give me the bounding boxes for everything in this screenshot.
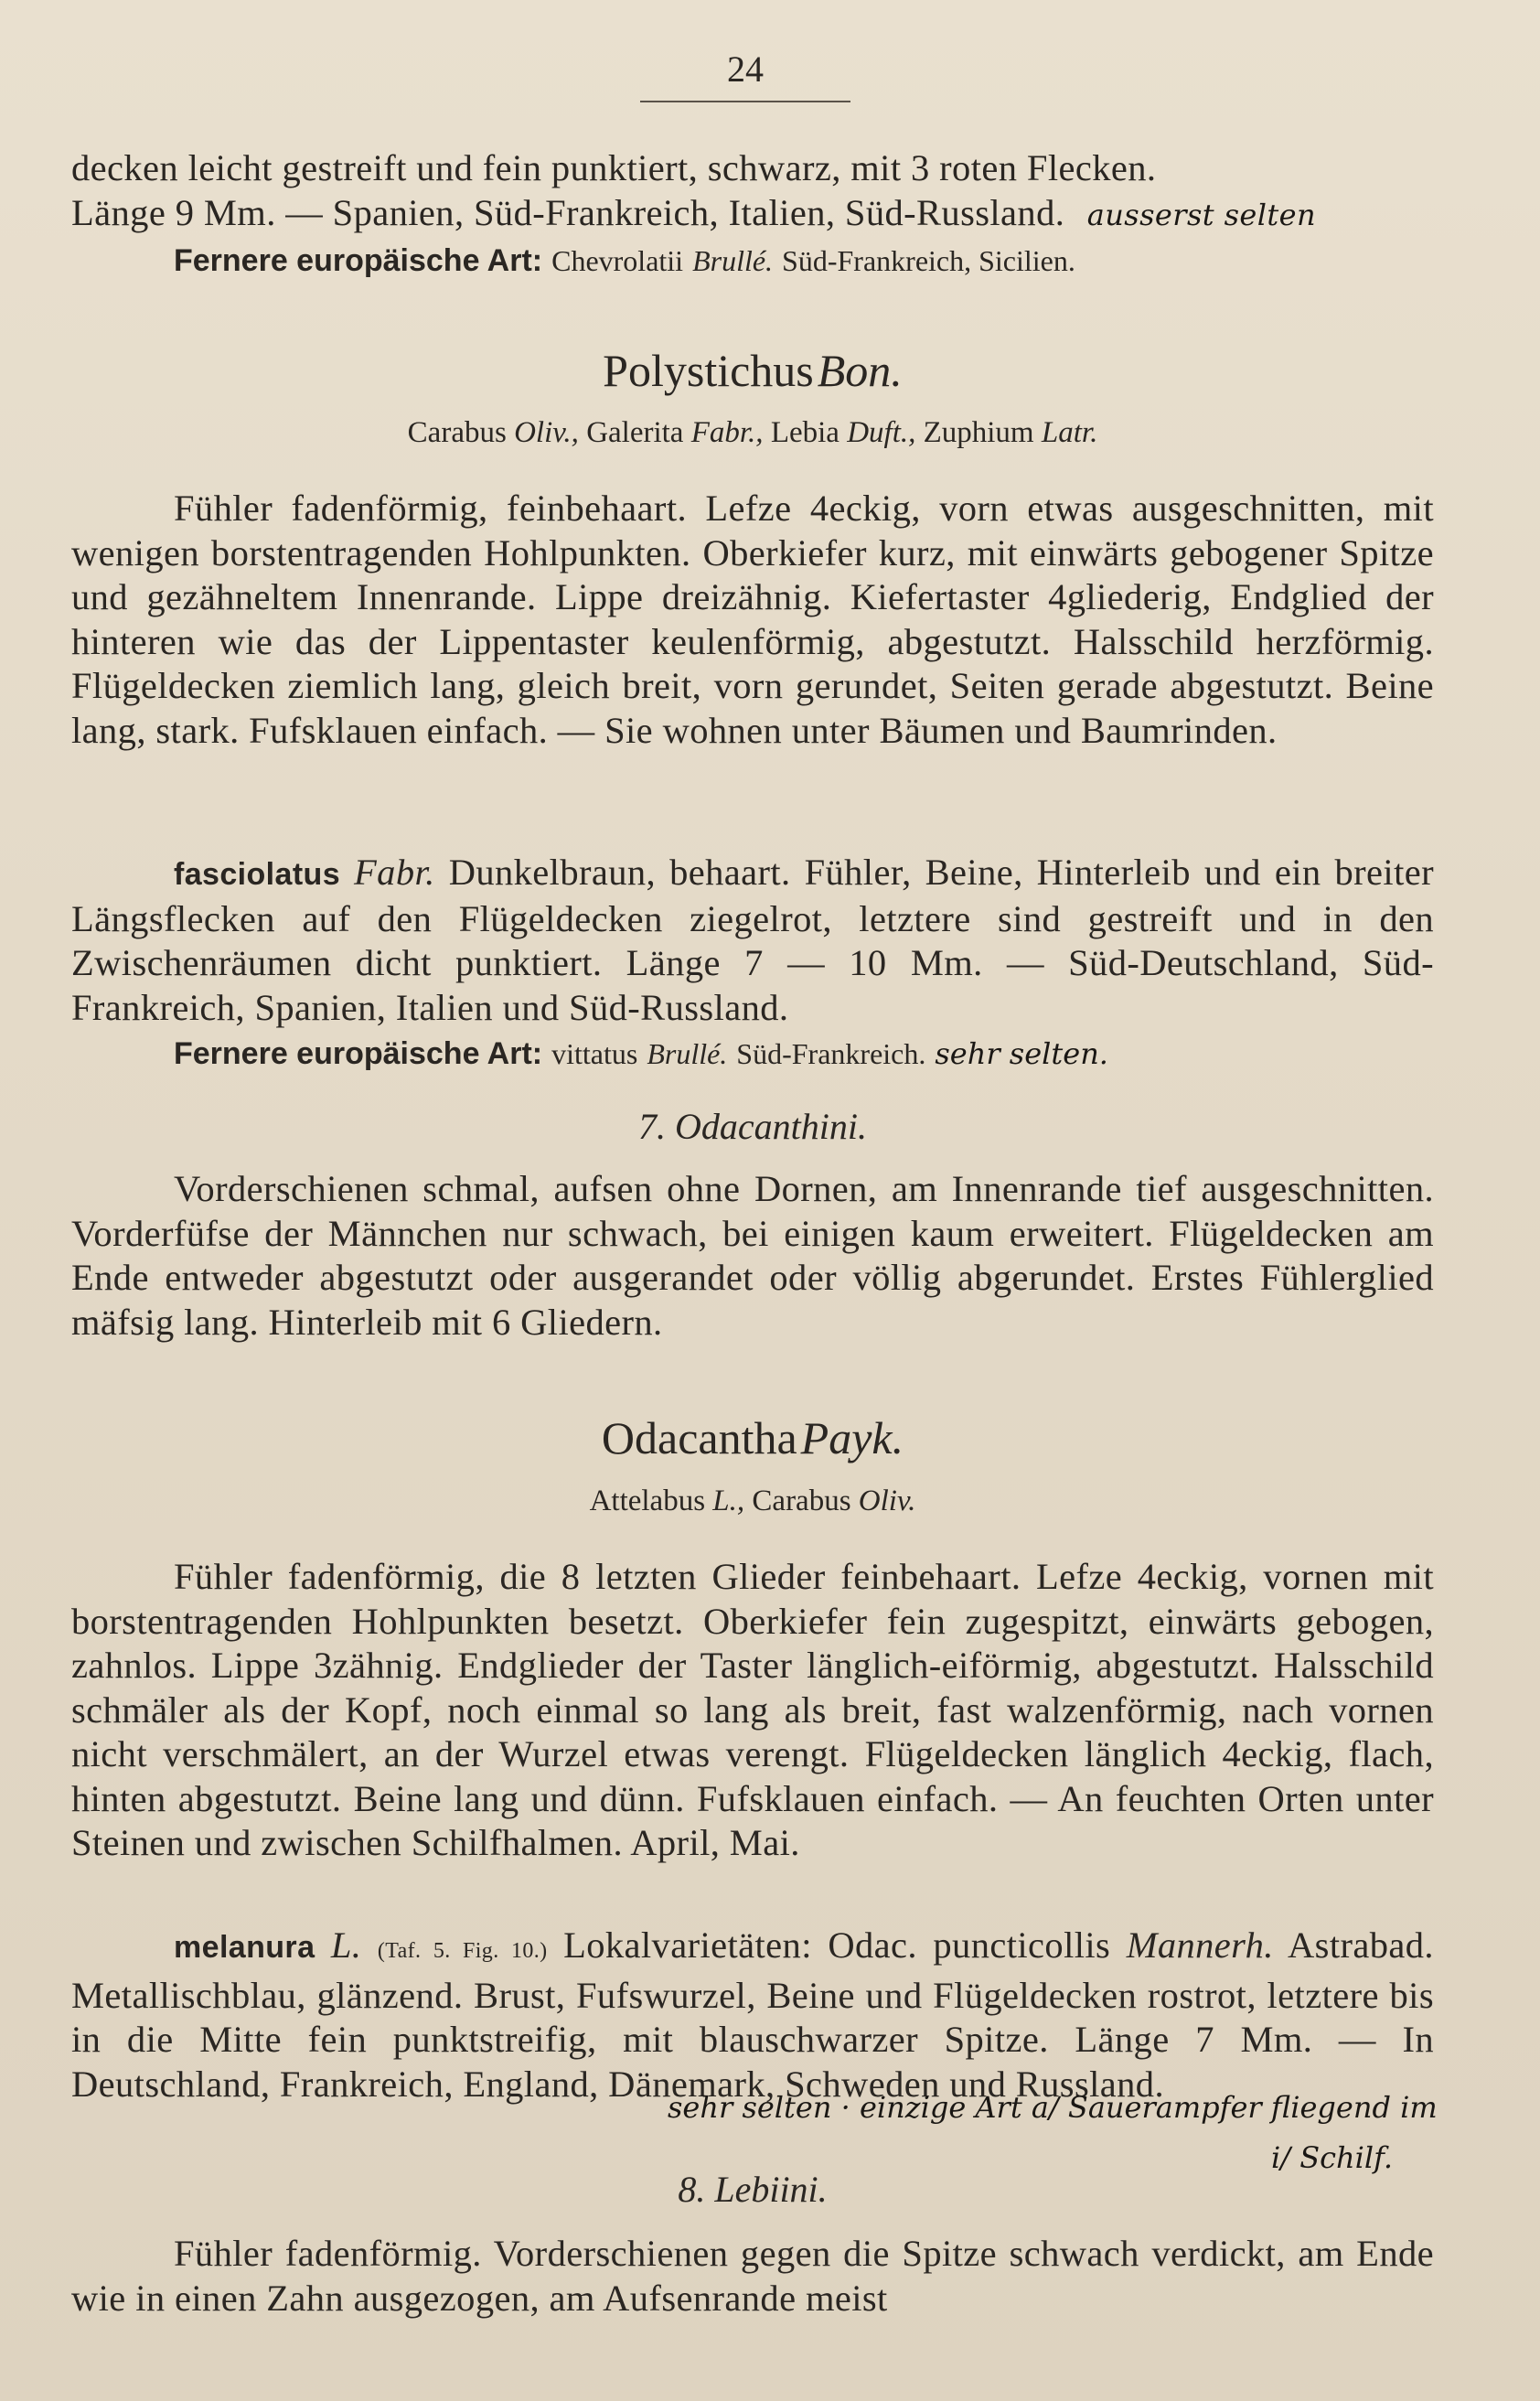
continuation-line-2 <box>71 191 1434 238</box>
species-melanura <box>71 1924 1434 2106</box>
description-paragraph: Vorderschienen schmal, aufsen ohne Dornen, am Innenrande tief ausgeschnitten. Vorderfüfse der Männchen nur schwach, bei einigen kaum erweitert. Flügeldecken am Ende entweder abgestutzt oder ausgerandet oder völlig abgerundet. Erstes Fühlerglied mäfsig lang. Hinterleib mit 6 Gliedern. <box>71 1168 1434 1343</box>
continuation-line-1: decken leicht gestreift und fein punktiert, schwarz, mit 3 roten Flecken. <box>71 147 1157 188</box>
genus-name: Odacantha <box>601 1412 797 1463</box>
synonym-author: Duft., <box>847 416 916 449</box>
further-species-line-1 <box>174 237 1434 283</box>
handwritten-text: i/ Schilf. <box>1271 2140 1393 2175</box>
further-species-label: Fernere europäische Art: <box>174 1036 543 1071</box>
further-species-name: vittatus <box>551 1037 638 1070</box>
species-fasciolatus <box>71 851 1434 1076</box>
genus-author: Payk. <box>800 1412 904 1463</box>
species-name: melanura <box>174 1930 315 1965</box>
continuation-block <box>71 146 1434 283</box>
species-author: Fabr. <box>354 852 435 893</box>
plate-reference: (Taf. 5. Fig. 10.) <box>377 1939 548 1963</box>
synonym: Carabus <box>752 1485 851 1517</box>
synonym-author: Oliv. <box>858 1485 916 1517</box>
section-heading-lebiini: 8. Lebiini. <box>678 2169 828 2210</box>
genus-author: Bon. <box>817 345 903 396</box>
genus-heading-odacantha <box>71 1410 1434 1465</box>
further-species-author: Brullé. <box>647 1037 728 1070</box>
section-description-lebiini <box>71 2232 1434 2321</box>
synonym-author: Fabr., <box>690 416 764 449</box>
handwritten-note-3 <box>668 2090 1445 2125</box>
synonym-author: Latr. <box>1041 416 1098 449</box>
synonym: Carabus <box>407 416 507 449</box>
variety-author: Mannerh. <box>1126 1924 1274 1966</box>
synonym: Galerita <box>586 416 684 449</box>
species-paragraph <box>71 851 1434 1030</box>
genus-description-odacantha <box>71 1555 1434 1866</box>
further-species-region: Süd-Frankreich, Sicilien. <box>782 244 1075 277</box>
further-species-region: Süd-Frankreich. <box>736 1037 926 1070</box>
further-species-name: Chevrolatii <box>551 244 684 277</box>
header-rule <box>640 101 850 102</box>
species-paragraph <box>71 1924 1434 2106</box>
synonym: Lebia <box>770 416 840 449</box>
synonyms-odacantha <box>71 1482 1434 1520</box>
synonym: Zuphium <box>923 416 1034 449</box>
further-species-line-2 <box>174 1030 1434 1076</box>
further-species-author: Brullé. <box>692 244 774 277</box>
continuation-text: Länge 9 Mm. — Spanien, Süd-Frankreich, Italien, Süd-Russland. <box>71 191 1065 233</box>
synonym: Attelabus <box>589 1485 706 1517</box>
handwritten-note-1: ausserst selten <box>1086 197 1316 232</box>
genus-heading-polystichus <box>71 343 1434 398</box>
handwritten-text: sehr selten · einzige Art a/ Sauerampfer fliegend im <box>668 2090 1438 2125</box>
synonym-author: L., <box>712 1485 745 1517</box>
synonym-author: Oliv., <box>514 416 579 449</box>
genus-name: Polystichus <box>603 345 814 396</box>
species-name: fasciolatus <box>174 857 341 892</box>
species-author: L. <box>330 1924 362 1966</box>
page-number: 24 <box>727 48 764 90</box>
local-varieties: Lokalvarietäten: Odac. puncticollis <box>563 1924 1111 1966</box>
description-paragraph: Fühler fadenförmig, die 8 letzten Glieder feinbehaart. Lefze 4eckig, vornen mit borstentragenden Hohlpunkten besetzt. Oberkiefer fein zugespitzt, einwärts gebogen, zahnlos. Lippe 3zähnig. Endglieder der Taster länglich-eiförmig, abgestutzt. Halsschild schmäler als der Kopf, noch einmal so lang als breit, fast walzenförmig, nach vornen nicht verschmälert, an der Wurzel etwas verengt. Flügeldecken länglich 4eckig, flach, hinten abgestutzt. Beine lang und dünn. Fufsklauen einfach. — An feuchten Orten unter Steinen und zwischen Schilfhalmen. April, Mai. <box>71 1556 1434 1863</box>
genus-description-polystichus <box>71 487 1434 753</box>
further-species-label: Fernere europäische Art: <box>174 243 543 278</box>
handwritten-note-2: sehr selten. <box>935 1036 1108 1071</box>
species-text: Dunkelbraun, behaart. Fühler, Beine, Hinterleib und ein breiter Längsflecken auf den Flügeldecken ziegelrot, letztere sind gestreift und in den Zwischenräumen dicht punktiert. Länge 7 — 10 Mm. — Süd-Deutschland, Süd-Frankreich, Spanien, Italien und Süd-Russland. <box>71 852 1434 1028</box>
description-paragraph: Fühler fadenförmig, feinbehaart. Lefze 4eckig, vorn etwas ausgeschnitten, mit wenigen borstentragenden Hohlpunkten. Oberkiefer kurz, mit einwärts gebogener Spitze und gezähneltem Innenrande. Lippe dreizähnig. Kiefertaster 4gliederig, Endglied der hinteren wie das der Lippentaster keulenförmig, abgestutzt. Halsschild herzförmig. Flügeldecken ziemlich lang, gleich breit, vorn gerundet, Seiten gerade abgestutzt. Beine lang, stark. Fufsklauen einfach. — Sie wohnen unter Bäumen und Baumrinden. <box>71 488 1434 751</box>
section-heading-odacanthini: 7. Odacanthini. <box>638 1106 867 1147</box>
synonyms-polystichus <box>71 413 1434 452</box>
section-description-odacanthini <box>71 1167 1434 1345</box>
species-text: Astrabad. Metallischblau, glänzend. Brust, Fufswurzel, Beine und Flügeldecken rostrot, letztere bis in die Mitte fein punktstreifig, mit blauschwarzer Spitze. Länge 7 Mm. — In Deutschland, Frankreich, England, Dänemark, Schweden und Russland. <box>71 1924 1434 2105</box>
description-paragraph: Fühler fadenförmig. Vorderschienen gegen die Spitze schwach verdickt, am Ende wie in einen Zahn ausgezogen, am Aufsenrande meist <box>71 2233 1434 2319</box>
